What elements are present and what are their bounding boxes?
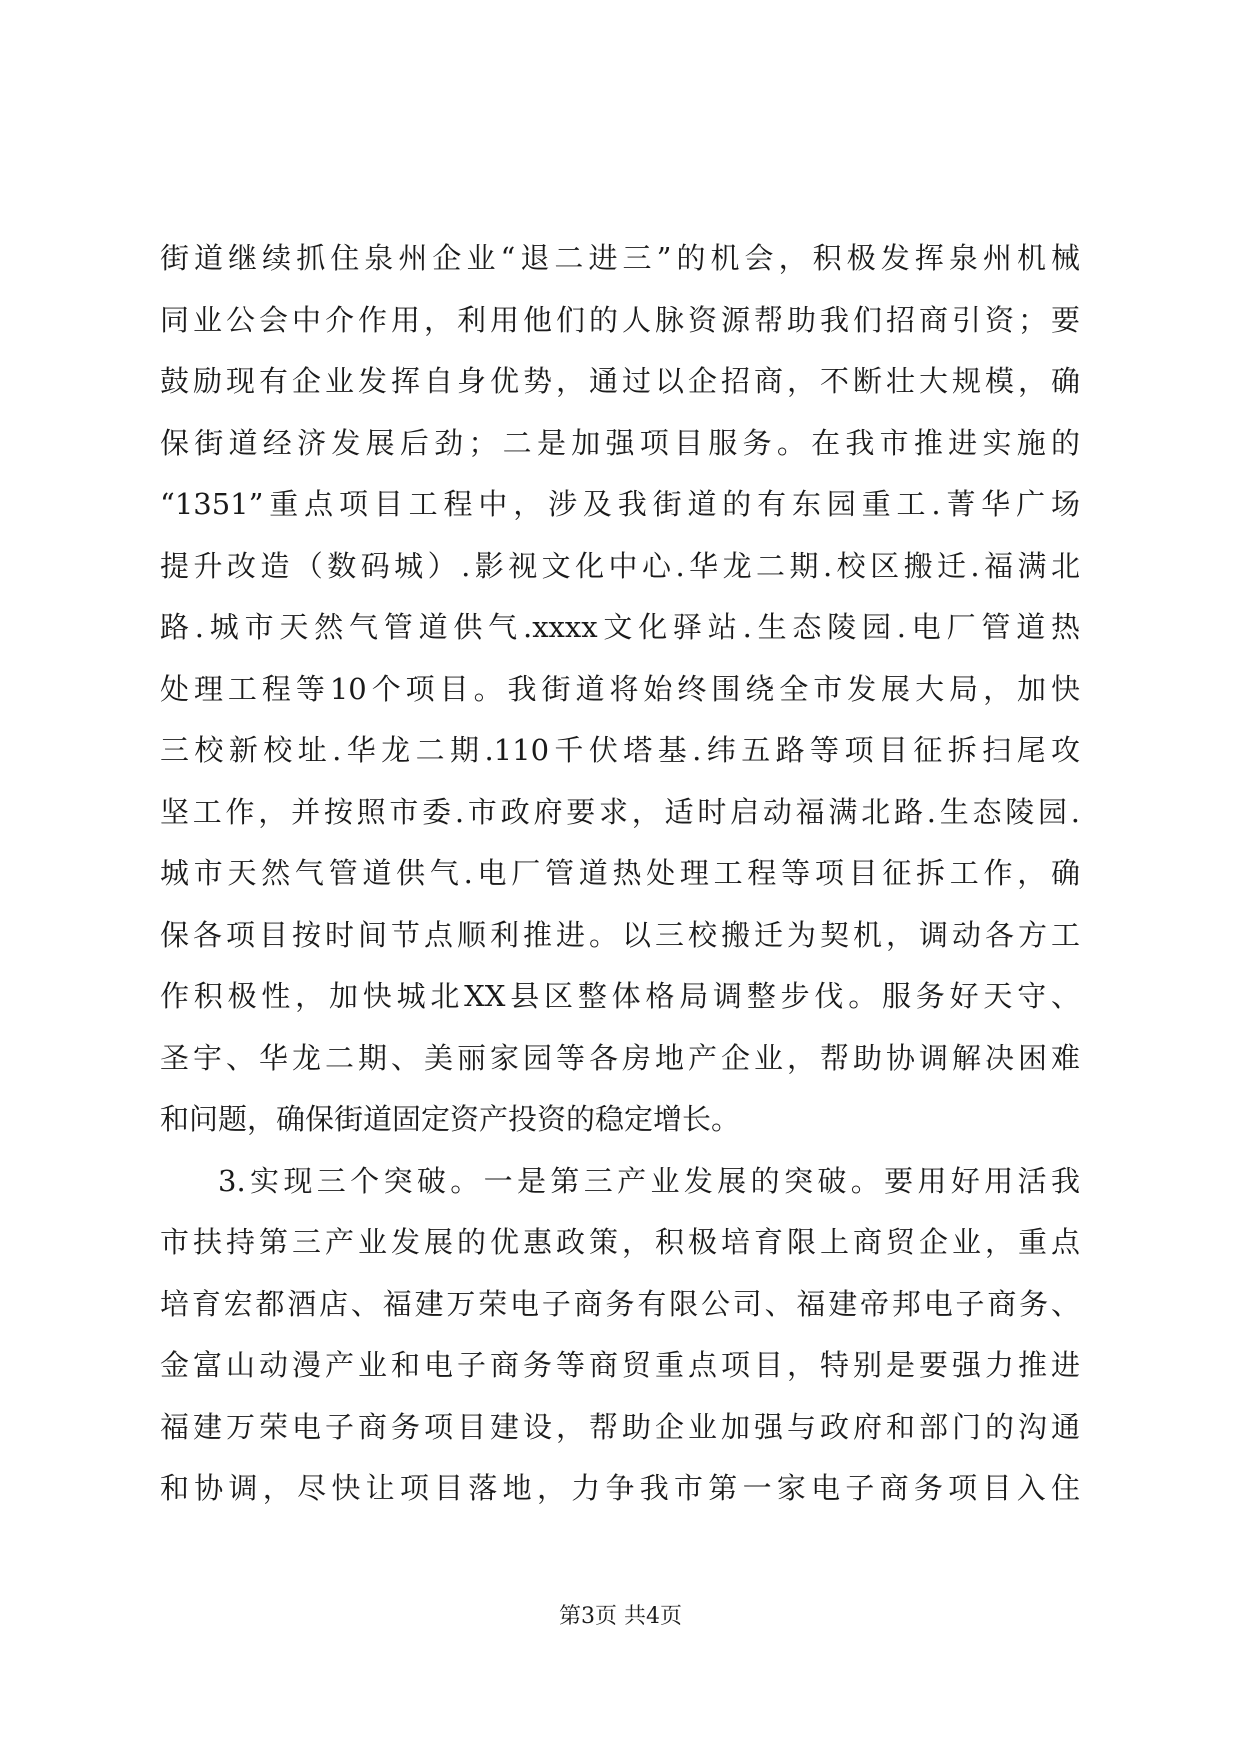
text-line: 和问题，确保街道固定资产投资的稳定增长。 [160,1102,741,1136]
text-line: 保街道经济发展后劲；二是加强项目服务。在我市推进实施的 [160,425,1080,460]
text-line: 金富山动漫产业和电子商务等商贸重点项目，特别是要强力推进 [160,1348,1080,1382]
text-line: 和协调，尽快让项目落地，力争我市第一家电子商务项目入住 [160,1471,1080,1505]
text-line: 作积极性，加快城北XX县区整体格局调整步伐。服务好天守、 [160,979,1080,1013]
text-line: 三校新校址.华龙二期.110千伏塔基.纬五路等项目征拆扫尾攻 [160,733,1080,767]
text-line: 3.实现三个突破。一是第三产业发展的突破。要用好用活我 [218,1163,1080,1198]
text-line: 保各项目按时间节点顺利推进。以三校搬迁为契机，调动各方工 [160,917,1080,952]
text-line: 福建万荣电子商务项目建设，帮助企业加强与政府和部门的沟通 [160,1409,1080,1444]
text-line: 城市天然气管道供气.电厂管道热处理工程等项目征拆工作，确 [160,856,1080,890]
text-line: 处理工程等10个项目。我街道将始终围绕全市发展大局，加快 [160,671,1080,706]
page-number-footer: 第3页 共4页 [559,1604,682,1629]
text-line: 路.城市天然气管道供气.xxxx文化驿站.生态陵园.电厂管道热 [160,610,1080,644]
text-line: 同业公会中介作用，利用他们的人脉资源帮助我们招商引资；要 [160,302,1080,337]
text-line: 提升改造（数码城）.影视文化中心.华龙二期.校区搬迁.福满北 [160,548,1080,583]
text-line: 坚工作，并按照市委.市政府要求，适时启动福满北路.生态陵园. [160,794,1080,829]
text-line: 鼓励现有企业发挥自身优势，通过以企招商，不断壮大规模，确 [160,364,1080,398]
text-line: 圣宇、华龙二期、美丽家园等各房地产企业，帮助协调解决困难 [160,1040,1080,1075]
text-line: 培育宏都酒店、福建万荣电子商务有限公司、福建帝邦电子商务、 [160,1286,1080,1321]
text-line: “1351”重点项目工程中，涉及我街道的有东园重工.菁华广场 [160,487,1080,521]
body-text [160,228,1080,1520]
text-line: 市扶持第三产业发展的优惠政策，积极培育限上商贸企业，重点 [160,1225,1080,1259]
text-line: 街道继续抓住泉州企业“退二进三”的机会，积极发挥泉州机械 [160,241,1080,275]
